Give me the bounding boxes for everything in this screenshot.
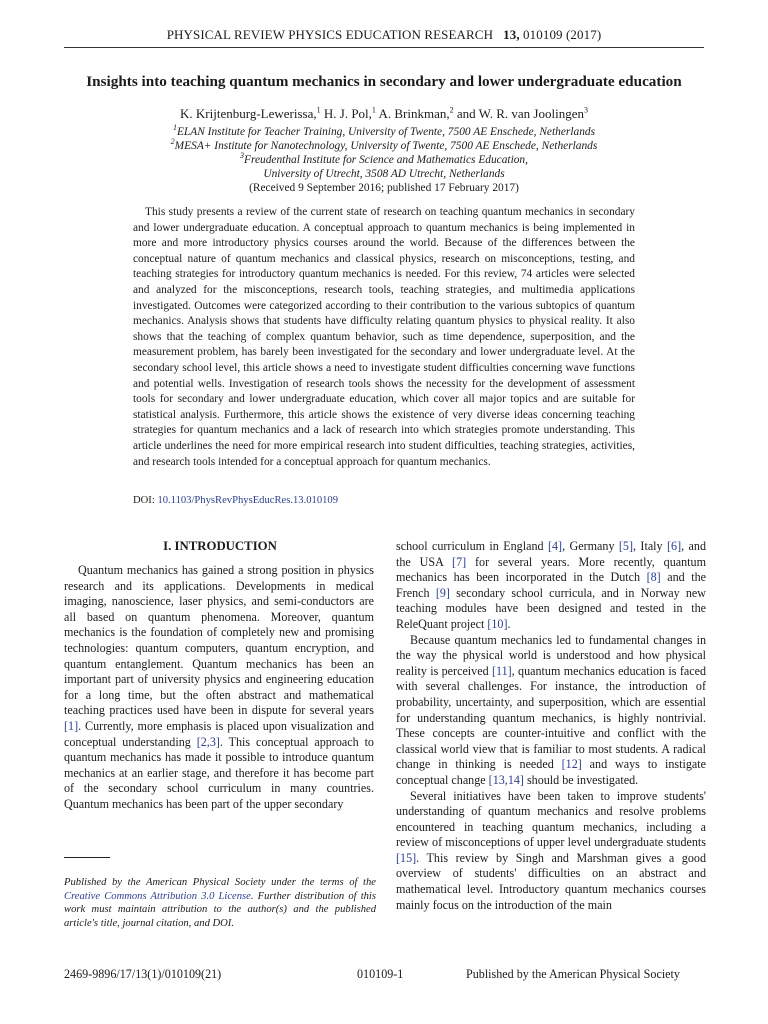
paragraph-text: , quantum mechanics education is faced with several challenges. For instance, the introduction of probability, uncertainty, and superposition, which are essential for understanding quantum mechanics, is highly nontrivial. These concepts are counter-intuitive and conflict with the classical world view that is familiar to most students. A radical change in thinking is needed [396, 663, 706, 772]
author-name: K. Krijtenburg-Lewerissa, [180, 106, 317, 121]
citation-link[interactable]: [11] [491, 663, 512, 678]
journal-volume: 13, [503, 27, 520, 42]
citation-link[interactable]: [6] [667, 539, 682, 553]
paragraph-text: . This conceptual approach to quantum mechanics has made it possible to introduce quantum mechanics at an earlier stage, and therefore it has become part of the secondary school curriculum in many countries. Quantum mechanics has been part of the upper secondary [64, 734, 374, 811]
paragraph [396, 633, 706, 789]
affiliation: $^1$ELAN Institute for Teacher Training, University of Twente, 7500 AE Enschede, Netherlands [172, 123, 596, 138]
author-affil-mark: 1 [316, 105, 321, 115]
doi-label: DOI: [133, 495, 155, 506]
paragraph-text: . [507, 616, 511, 631]
affiliation: $^2$MESA+ Institute for Nanotechnology, University of Twente, 7500 AE Enschede, Netherlands [170, 137, 598, 152]
footer-issn: 2469-9896/17/13(1)/010109(21) [64, 967, 222, 981]
header-rule [64, 47, 704, 48]
paragraph [396, 789, 706, 914]
author-affil-mark: 1 [371, 105, 376, 115]
paragraph-text: secondary school curricula, and in Norway new teaching modules have been designed and tested in the ReleQuant project [396, 585, 707, 631]
citation-link[interactable]: [15] [396, 850, 417, 865]
article-number: 010109 (2017) [523, 27, 602, 42]
paragraph-text: . This review by Singh and Marshman gives a good overview of students' difficulties on an abstract and mathematical level. Introductory quantum mechanics courses mainly focus on the introduction of the main [396, 850, 706, 912]
citation-link[interactable]: [1] [64, 718, 79, 733]
author-name: and W. R. van Joolingen [456, 106, 584, 121]
paragraph-text: Quantum mechanics has gained a strong position in physics research and its applications. Developments in medical imaging, nanoscience, laser physics, and semi-conductors are all based on quantum phenomena. Moreover, quantum mechanics is the foundation of completely new and promising technologies: quantum computers, quantum encryption, and quantum entanglement. Quantum mechanics has been an important part of university physics and engineering education for a long time, but the often abstract and mathematical teaching practices used have been in dispute for several years [64, 563, 374, 718]
author-name: A. Brinkman, [378, 106, 450, 121]
citation-link[interactable]: [12] [561, 757, 582, 772]
paragraph-text: school curriculum in England [396, 539, 548, 553]
author-affil-mark: 3 [583, 105, 588, 115]
paragraph [64, 563, 374, 813]
paper-title: Insights into teaching quantum mechanics in secondary and lower undergraduate education [86, 73, 682, 90]
author-affil-mark: 2 [449, 105, 454, 115]
citation-link[interactable]: [7] [452, 554, 467, 569]
author-list [0, 106, 768, 122]
paragraph-text: for several years. More recently, quantum mechanics has been incorporated in the Dutch [396, 554, 706, 585]
right-column [396, 539, 706, 913]
paragraph-text: , Italy [633, 539, 667, 553]
paragraph-text: Because quantum mechanics led to fundamental changes in the way the physical world is understood and how physical reality is perceived [396, 632, 706, 678]
left-column [64, 563, 374, 813]
citation-link[interactable]: [13,14] [488, 772, 524, 787]
citation-link[interactable]: [5] [618, 539, 633, 553]
affiliation: $^3$Freudenthal Institute for Science and Mathematics Education, [240, 151, 528, 166]
paragraph [396, 539, 706, 633]
citation-link[interactable]: [9] [435, 585, 450, 600]
citation-link[interactable]: [10] [487, 616, 508, 631]
abstract: This study presents a review of the current state of research on teaching quantum mechanics in secondary and lower undergraduate education. A conceptual approach to quantum mechanics is being implemented in more and more introductory physics courses around the world. Because of the differences between the conceptual nature of quantum mechanics and classical physics, research on misconceptions, testing, and teaching strategies for introductory quantum mechanics is needed. For this review, 74 articles were selected and analyzed for the misconceptions, research tools, teaching strategies, and multimedia applications investigated. Outcomes were categorized according to their contribution to the various subtopics of quantum mechanics. Analysis shows that students have difficulty relating quantum physics to physical reality. It also shows that the teaching of complex quantum behavior, such as time dependence, superposition, and the measurement problem, has barely been investigated for the secondary and lower undergraduate level. At the secondary school level, this article shows a need to investigate student difficulties concerning wave functions and potential wells. Investigation of research tools shows the necessity for the development of assessment tools for secondary and lower undergraduate education, which cover all major topics and are suitable for statistical analysis. Furthermore, this article shows the existence of very diverse ideas concerning teaching strategies for quantum mechanics and a lack of research into which strategies promote understanding. This article underlines the need for more empirical research into student difficulties, teaching strategies, activities, and research tools intended for a conceptual approach for quantum mechanics. [133, 206, 635, 468]
citation-link[interactable]: [8] [646, 570, 661, 585]
license-footnote: Published by the American Physical Society under the terms of the Creative Commons Attribution 3.0 License. Further distribution of this work must maintain attribution to the author(s) and the published article's title, journal citation, and DOI. [64, 877, 376, 929]
paragraph-text: should be investigated. [523, 772, 639, 787]
section-heading: I. INTRODUCTION [163, 539, 277, 553]
doi-line [133, 495, 338, 506]
citation-link[interactable]: [4] [547, 539, 563, 553]
affiliation: University of Utrecht, 3508 AD Utrecht, Netherlands [263, 168, 505, 180]
author-name: H. J. Pol, [323, 106, 372, 121]
doi-link[interactable]: 10.1103/PhysRevPhysEducRes.13.010109 [157, 495, 339, 506]
journal-name: PHYSICAL REVIEW PHYSICS EDUCATION RESEARCH [166, 27, 494, 42]
running-header [0, 27, 768, 43]
citation-link[interactable]: [2,3] [196, 734, 220, 749]
paragraph-text: . Currently, more emphasis is placed upon visualization and conceptual understanding [64, 718, 374, 749]
footer-page-number: 010109-1 [357, 967, 404, 981]
footer-publisher: Published by the American Physical Society [466, 967, 680, 981]
paragraph-text: and the French [396, 570, 706, 600]
paragraph-text: , and the USA [396, 539, 706, 569]
paragraph-text: and ways to instigate conceptual change [396, 757, 706, 787]
paragraph-text: , Germany [562, 539, 619, 553]
received-dates: (Received 9 September 2016; published 17 February 2017) [249, 182, 519, 194]
paragraph-text: Several initiatives have been taken to improve students' understanding of quantum mechanics and resolve problems encountered in teaching quantum mechanics, including a review of misconceptions of upper level undergraduate students [396, 788, 706, 850]
footnote-rule [64, 857, 110, 858]
license-link[interactable]: Creative Commons Attribution 3.0 License [64, 890, 251, 902]
